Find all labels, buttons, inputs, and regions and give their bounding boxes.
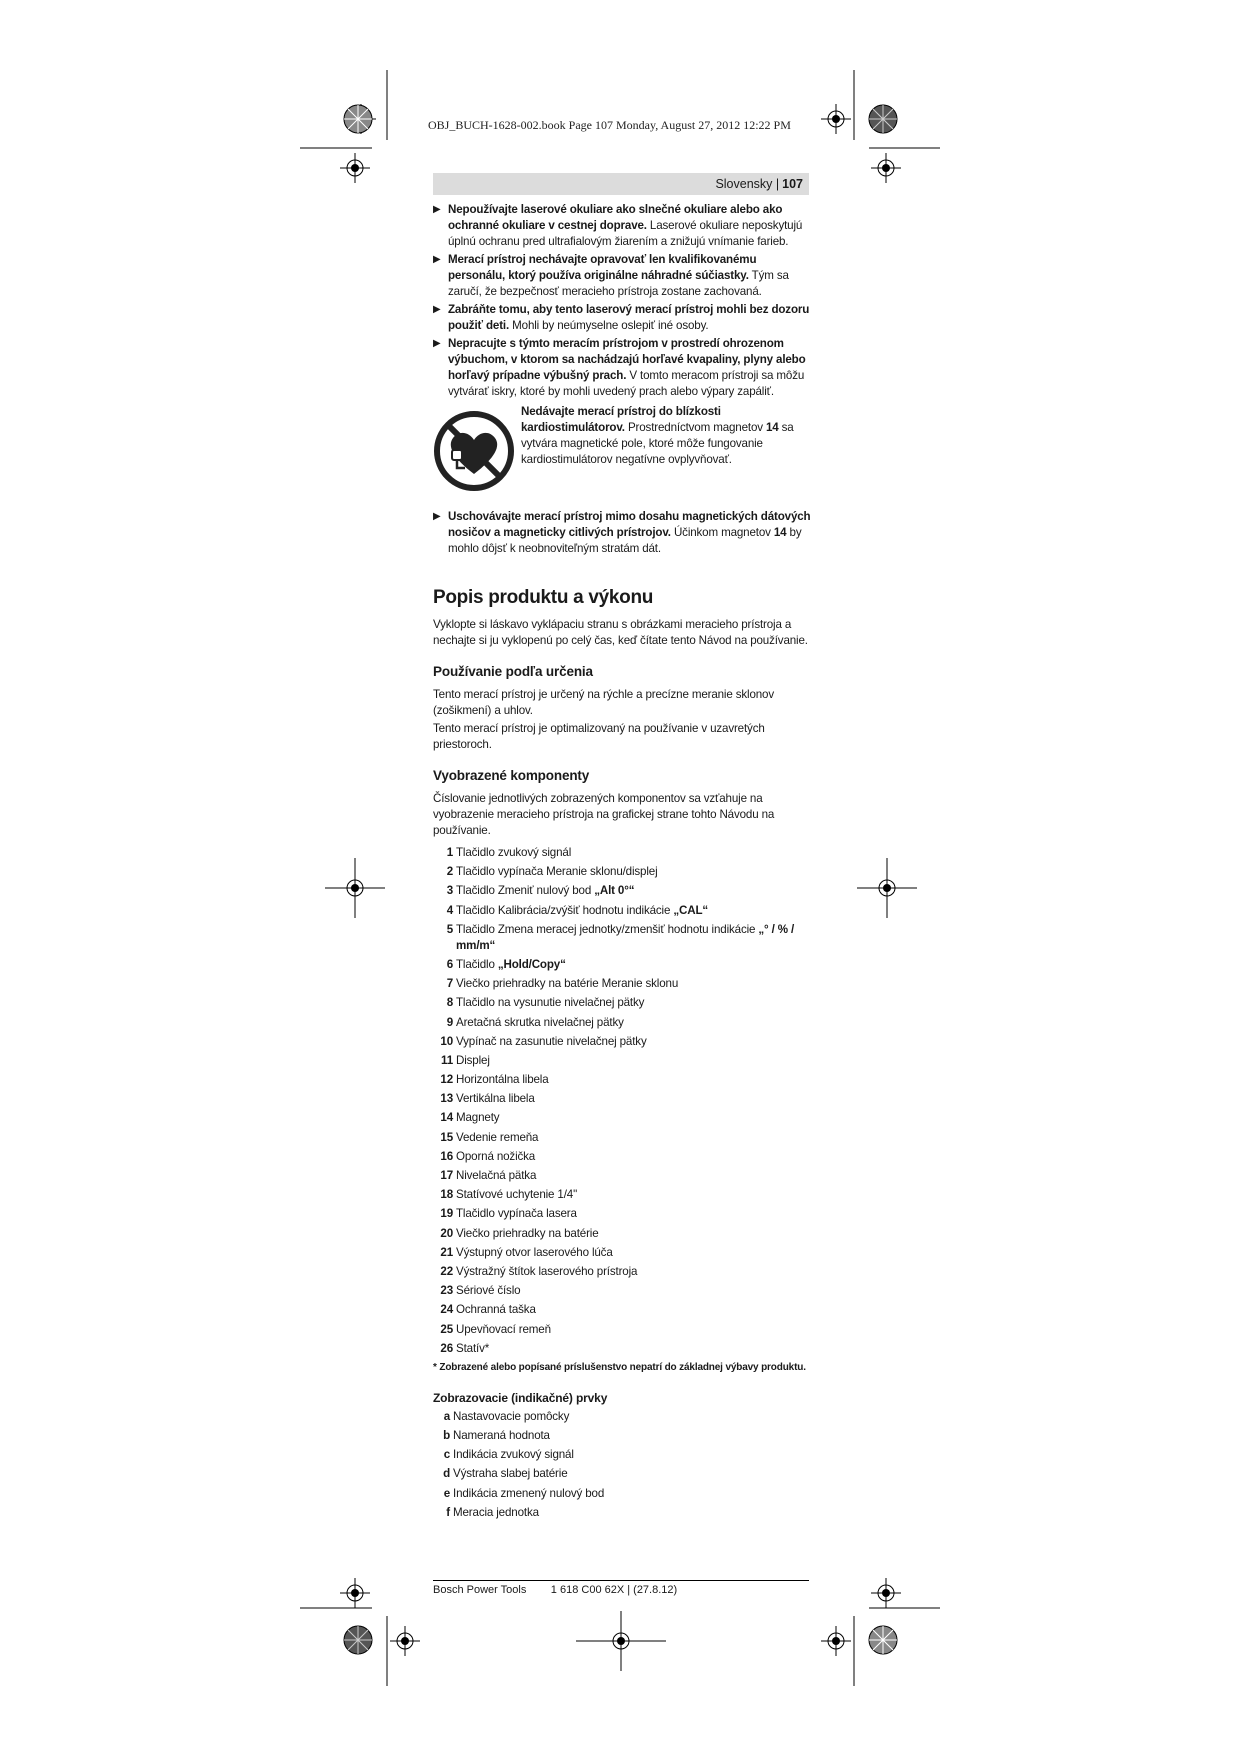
item-label: Tlačidlo na vysunutie nivelačnej pätky — [456, 996, 645, 1010]
item-number: 25 — [440, 1322, 453, 1336]
registration-target-icon — [821, 1626, 851, 1656]
warning-text: Tým sa zaručí, že bezpečnosť meracieho prístroja zostane zachovaná. — [448, 269, 789, 298]
subsection-title: Používanie podľa určenia — [433, 664, 593, 679]
item-label: Tlačidlo vypínača lasera — [456, 1207, 577, 1221]
item-label: Viečko priehradky na batérie Meranie sklonu — [456, 977, 679, 991]
item-letter: e — [443, 1486, 450, 1500]
item-number: 26 — [440, 1341, 453, 1355]
item-label: Statív* — [456, 1341, 490, 1355]
item-label: Tlačidlo Zmena meracej jednotky/zmenšiť hodnotu indikácie — [456, 922, 759, 936]
paragraph: Číslovanie jednotlivých zobrazených komponentov sa vzťahuje na vyobrazenie meracieho prístroja na grafickej strane tohto Návodu na používanie. — [433, 792, 775, 837]
registration-target-icon — [576, 1611, 666, 1671]
item-number: 13 — [440, 1092, 453, 1106]
calibration-wheel-icon — [868, 104, 898, 134]
list-item — [433, 1428, 813, 1444]
item-label: Indikácia zmenený nulový bod — [453, 1486, 605, 1500]
list-item — [433, 1053, 813, 1069]
item-label: Nastavovacie pomôcky — [453, 1409, 570, 1423]
item-number: 23 — [440, 1284, 453, 1298]
list-item — [433, 1149, 813, 1165]
section-intro: Vyklopte si láskavo vyklápaciu stranu s obrázkami meracieho prístroja a nechajte si ju vyklopenú po celý čas, keď čítate tento Návod na používanie. — [433, 618, 808, 647]
item-label: Výstraha slabej batérie — [453, 1467, 568, 1481]
warning-bold: Merací prístroj nechávajte opravovať len kvalifikovanému personálu, ktorý používa originálne náhradné súčiastky. — [448, 253, 757, 282]
item-label: Aretačná skrutka nivelačnej pätky — [456, 1015, 624, 1029]
item-key-label: „CAL“ — [673, 903, 709, 917]
list-item — [433, 883, 813, 899]
item-text — [456, 922, 813, 954]
footer-rule — [433, 1580, 809, 1581]
item-number: 20 — [440, 1226, 453, 1240]
item-letter: d — [443, 1467, 450, 1481]
page-number: 107 — [782, 177, 803, 191]
list-item — [433, 1283, 813, 1299]
item-label: Oporná nožička — [456, 1149, 536, 1163]
list-item — [433, 903, 813, 919]
item-label: Sériové číslo — [456, 1284, 521, 1298]
item-text — [456, 1187, 813, 1203]
list-item — [433, 1034, 813, 1050]
item-text — [456, 1245, 813, 1261]
item-text — [456, 1341, 813, 1357]
calibration-wheel-icon — [343, 104, 373, 134]
no-pacemaker-icon — [433, 410, 515, 492]
pacemaker-text: sa vytvára magnetické pole, ktoré môže fungovanie kardiostimulátorov negatívne ovplyvňovať. — [521, 421, 794, 466]
item-letter: b — [443, 1429, 450, 1443]
calibration-wheel-icon — [868, 1625, 898, 1655]
safety-warning — [433, 509, 813, 557]
item-label: Nameraná hodnota — [453, 1429, 550, 1443]
item-number: 5 — [446, 922, 453, 936]
list-item — [433, 1466, 813, 1482]
item-label: Tlačidlo vypínača Meranie sklonu/displej — [456, 865, 658, 879]
list-item — [433, 1264, 813, 1280]
item-text — [456, 1091, 813, 1107]
bullet-arrow-icon: ▶ — [433, 304, 441, 315]
item-text — [456, 1206, 813, 1222]
subsection-title: Vyobrazené komponenty — [433, 768, 590, 783]
item-label: Indikácia zvukový signál — [453, 1448, 574, 1462]
footnote: * Zobrazené alebo popísané príslušenstvo nepatrí do základnej výbavy produktu. — [433, 1361, 806, 1373]
item-number: 17 — [440, 1169, 453, 1182]
list-item — [433, 1322, 813, 1338]
item-number: 11 — [441, 1053, 453, 1067]
safety-warning — [433, 202, 813, 250]
page-header — [433, 173, 809, 195]
bullet-arrow-icon: ▶ — [433, 254, 441, 265]
list-item — [433, 1341, 813, 1357]
indicators-list — [433, 1409, 813, 1521]
list-item — [433, 1187, 813, 1203]
item-text — [456, 1226, 813, 1242]
subsection-title: Zobrazovacie (indikačné) prvky — [433, 1390, 608, 1405]
paragraph: Tento merací prístroj je optimalizovaný na používanie v uzavretých priestoroch. — [433, 722, 765, 751]
item-number: 3 — [446, 884, 453, 898]
item-label: Viečko priehradky na batérie — [456, 1226, 599, 1240]
item-label: Displej — [456, 1053, 490, 1067]
pacemaker-warning — [433, 404, 813, 497]
item-label: Výstupný otvor laserového lúča — [456, 1245, 613, 1259]
item-label: Nivelačná pätka — [456, 1169, 537, 1182]
list-item — [433, 922, 813, 954]
item-key-label: „° / % / mm/m“ — [456, 922, 795, 952]
item-text — [456, 1322, 813, 1338]
safety-warning — [433, 336, 813, 400]
component-ref: 14 — [773, 526, 787, 539]
list-item — [433, 1015, 813, 1031]
item-number: 18 — [440, 1188, 453, 1202]
item-number: 1 — [446, 846, 453, 859]
print-slug: OBJ_BUCH-1628-002.book Page 107 Monday, August 27, 2012 12:22 PM — [428, 118, 791, 132]
bullet-arrow-icon: ▶ — [433, 338, 441, 349]
item-label: Magnety — [456, 1111, 500, 1125]
item-letter: c — [443, 1448, 450, 1462]
registration-target-icon — [871, 153, 901, 183]
item-text — [456, 845, 813, 861]
list-item — [433, 1505, 813, 1521]
warning-text: V tomto meracom prístroji sa môžu vytvárať iskry, ktoré by mohli uvedený prach alebo výpary zapáliť. — [448, 369, 805, 398]
warning-bold: Zabráňte tomu, aby tento laserový merací prístroj mohli bez dozoru použiť deti. — [448, 303, 810, 332]
item-number: 21 — [440, 1245, 453, 1259]
list-item — [433, 864, 813, 880]
item-text — [456, 1264, 813, 1280]
calibration-wheel-icon — [343, 1625, 373, 1655]
item-number: 8 — [446, 996, 453, 1010]
list-item — [433, 1091, 813, 1107]
item-number: 14 — [440, 1111, 453, 1125]
bullet-arrow-icon: ▶ — [433, 511, 441, 522]
list-item — [433, 1226, 813, 1242]
list-item — [433, 1072, 813, 1088]
registration-target-icon — [325, 858, 385, 918]
item-number: 9 — [446, 1015, 453, 1029]
item-key-label: „Hold/Copy“ — [497, 957, 566, 971]
item-text — [456, 1149, 813, 1165]
item-key-label: „Alt 0°“ — [594, 884, 635, 898]
item-label: Vypínač na zasunutie nivelačnej pätky — [456, 1034, 647, 1048]
item-number: 24 — [440, 1303, 453, 1317]
registration-target-icon — [871, 1578, 901, 1608]
list-item — [433, 1206, 813, 1222]
list-item — [433, 1168, 813, 1184]
item-number: 19 — [440, 1207, 453, 1221]
item-text — [456, 1015, 813, 1031]
list-item — [433, 1245, 813, 1261]
safety-warning — [433, 252, 813, 300]
item-label: Výstražný štítok laserového prístroja — [456, 1264, 638, 1278]
component-ref: 14 — [765, 421, 779, 434]
warning-bold: Uschovávajte merací prístroj mimo dosahu magnetických dátových nosičov a magneticky citlivých prístrojov. — [448, 510, 811, 539]
item-label: Vertikálna libela — [456, 1092, 535, 1106]
paragraph: Tento merací prístroj je určený na rýchle a precízne meranie sklonov (zošikmení) a uhlov. — [433, 688, 774, 717]
item-text — [456, 903, 813, 919]
main-column — [433, 202, 813, 1524]
item-text — [456, 864, 813, 880]
section-title: Popis produktu a výkonu — [433, 587, 654, 608]
registration-target-icon — [390, 1626, 420, 1656]
item-letter: a — [443, 1409, 450, 1423]
warning-text: Mohli by neúmyselne oslepiť iné osoby. — [509, 319, 709, 332]
list-item — [433, 1447, 813, 1463]
pacemaker-bold: Nedávajte merací prístroj do blízkosti kardiostimulátorov. — [521, 405, 721, 434]
bullet-arrow-icon: ▶ — [433, 204, 441, 215]
item-number: 22 — [440, 1264, 453, 1278]
item-text — [456, 957, 813, 973]
registration-target-icon — [340, 1578, 370, 1608]
warning-text: Laserové okuliare neposkytujú úplnú ochranu pred ultrafialovým žiarením a znižujú vnímanie farieb. — [448, 219, 803, 248]
item-label: Vedenie remeňa — [456, 1130, 539, 1144]
list-item — [433, 1486, 813, 1502]
registration-target-icon — [857, 858, 917, 918]
item-text — [456, 1110, 813, 1126]
item-label: Tlačidlo — [456, 957, 498, 971]
item-letter: f — [446, 1505, 450, 1519]
item-label: Tlačidlo zvukový signál — [456, 846, 572, 859]
item-text — [456, 1072, 813, 1088]
item-text — [456, 976, 813, 992]
item-text — [456, 1283, 813, 1299]
item-number: 10 — [440, 1034, 453, 1048]
pacemaker-text: Prostredníctvom magnetov — [624, 421, 766, 434]
item-label: Ochranná taška — [456, 1303, 536, 1317]
components-list — [433, 845, 813, 1357]
list-item — [433, 957, 813, 973]
warning-text: Účinkom magnetov — [670, 526, 774, 539]
item-label: Meracia jednotka — [453, 1505, 539, 1519]
item-number: 16 — [440, 1149, 453, 1163]
item-number: 2 — [446, 865, 453, 879]
item-text — [456, 1168, 813, 1184]
item-label: Horizontálna libela — [456, 1073, 549, 1087]
safety-warning — [433, 302, 813, 334]
item-label: Tlačidlo Kalibrácia/zvýšiť hodnotu indikácie — [456, 903, 674, 917]
item-number: 4 — [446, 903, 453, 917]
list-item — [433, 1302, 813, 1318]
item-label: Statívové uchytenie 1/4" — [456, 1188, 578, 1202]
item-text — [456, 1034, 813, 1050]
item-number: 15 — [440, 1130, 453, 1144]
item-text — [456, 883, 813, 899]
registration-target-icon — [340, 153, 370, 183]
list-item — [433, 1409, 813, 1425]
header-language: Slovensky | — [715, 177, 780, 191]
item-text — [456, 1130, 813, 1146]
item-number: 6 — [446, 957, 453, 971]
list-item — [433, 995, 813, 1011]
item-text — [456, 995, 813, 1011]
list-item — [433, 845, 813, 861]
item-label: Upevňovací remeň — [456, 1322, 551, 1336]
page-footer: Bosch Power Tools 1 618 C00 62X | (27.8.12) — [433, 1584, 678, 1596]
item-label: Tlačidlo Zmeniť nulový bod — [456, 884, 595, 898]
warning-bold: Nepracujte s týmto meracím prístrojom v prostredí ohrozenom výbuchom, v ktorom sa nachádzajú horľavé kvapaliny, plyny alebo horľavý prípadne výbušný prach. — [448, 337, 806, 382]
warning-bold: Nepoužívajte laserové okuliare ako slnečné okuliare alebo ako ochranné okuliare v cestnej doprave. — [448, 203, 783, 232]
item-text — [456, 1302, 813, 1318]
list-item — [433, 976, 813, 992]
list-item — [433, 1130, 813, 1146]
list-item — [433, 1110, 813, 1126]
item-number: 7 — [446, 977, 453, 991]
item-number: 12 — [440, 1073, 453, 1087]
warning-text: by mohlo dôjsť k neobnoviteľným stratám dát. — [448, 526, 802, 555]
registration-target-icon — [821, 104, 851, 134]
item-text — [456, 1053, 813, 1069]
